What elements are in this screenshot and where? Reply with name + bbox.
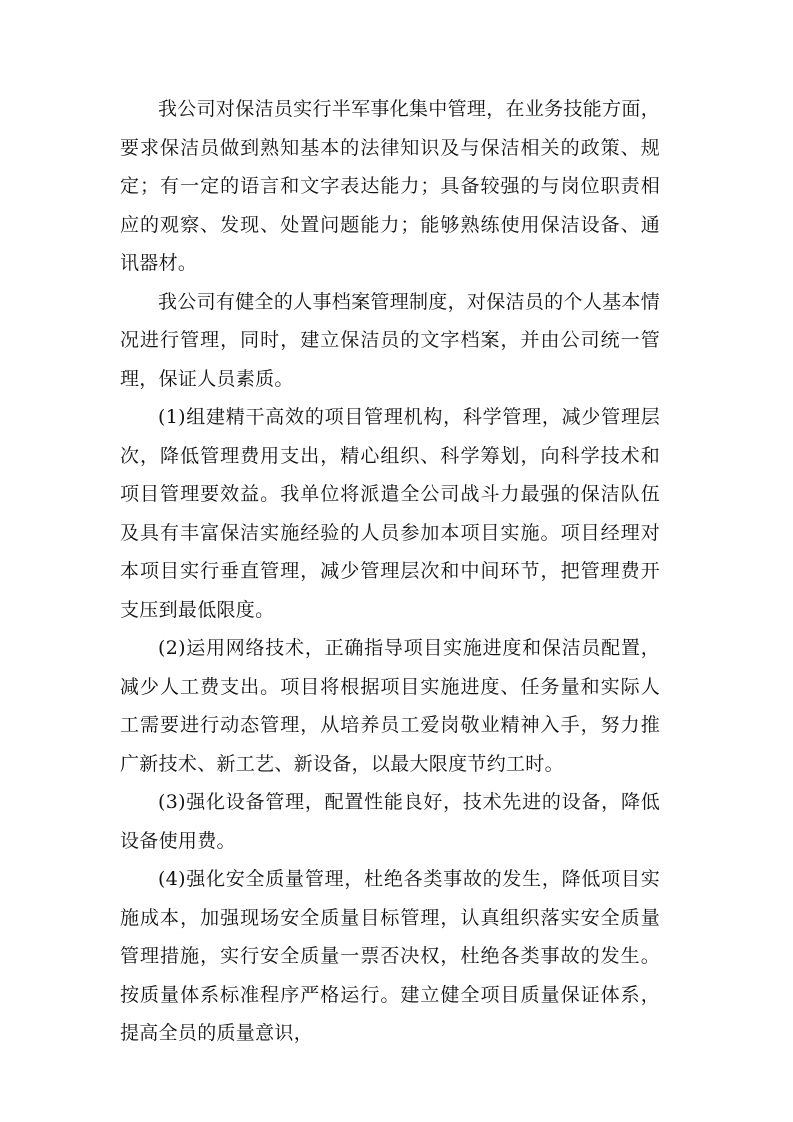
paragraph-personnel-records: 我公司有健全的人事档案管理制度，对保洁员的个人基本情况进行管理，同时，建立保洁员的文字档案，并由公司统一管理，保证人员素质。 <box>120 290 660 390</box>
paragraph-staff-management: 我公司对保洁员实行半军事化集中管理，在业务技能方面，要求保洁员做到熟知基本的法律知识及与保洁相关的政策、规定；有一定的语言和文字表达能力；具备较强的与岗位职责相应的观察、发现、处置问题能力；能够熟练使用保洁设备、通讯器材。 <box>120 98 660 274</box>
document-body <box>120 90 660 1053</box>
paragraph-item-4: (4)强化安全质量管理，杜绝各类事故的发生，降低项目实施成本，加强现场安全质量目标管理，认真组织落实安全质量管理措施，实行安全质量一票否决权，杜绝各类事故的发生。按质量体系标准程序严格运行。建立健全项目质量保证体系，提高全员的质量意识， <box>120 868 660 1044</box>
paragraph-item-1: (1)组建精干高效的项目管理机构，科学管理，减少管理层次，降低管理费用支出，精心组织、科学筹划，向科学技术和项目管理要效益。我单位将派遣全公司战斗力最强的保洁队伍及具有丰富保洁实施经验的人员参加本项目实施。项目经理对本项目实行垂直管理，减少管理层次和中间环节，把管理费开支压到最低限度。 <box>120 406 660 621</box>
paragraph-item-2: (2)运用网络技术，正确指导项目实施进度和保洁员配置，减少人工费支出。项目将根据项目实施进度、任务量和实际人工需要进行动态管理，从培养员工爱岗敬业精神入手，努力推广新技术、新工艺、新设备，以最大限度节约工时。 <box>120 637 660 775</box>
paragraph-item-3: (3)强化设备管理，配置性能良好，技术先进的设备，降低设备使用费。 <box>120 791 660 852</box>
